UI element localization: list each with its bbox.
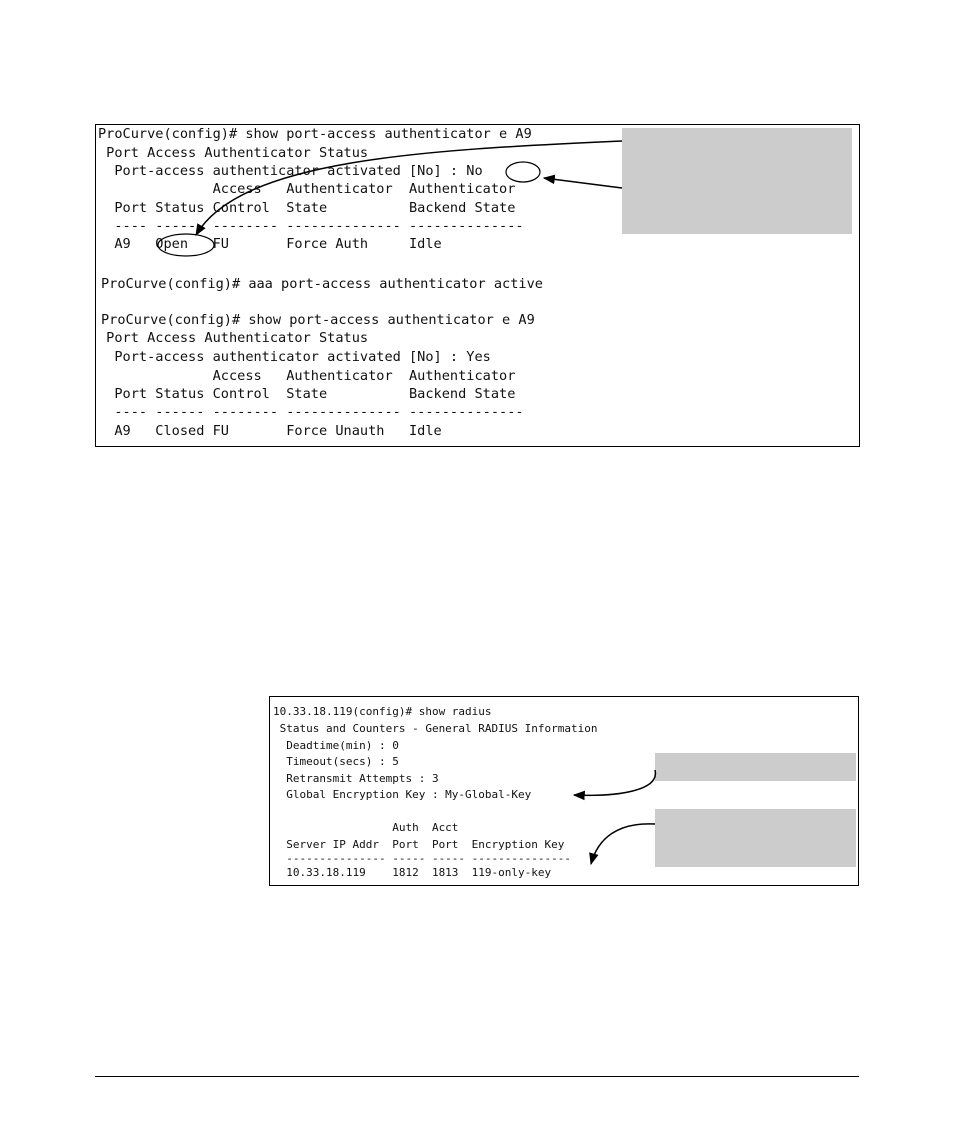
cli-output-line: Global Encryption Key : My-Global-Key	[273, 788, 532, 801]
cli-output-line: Port Status Control State Backend State	[98, 386, 516, 402]
cli-command-line: 10.33.18.119(config)# show radius	[273, 705, 492, 718]
cli-output-line: --------------- ----- ----- ---------------	[273, 852, 572, 865]
cli-output-line: Port Access Authenticator Status	[98, 145, 369, 161]
cli-output-line: Access Authenticator Authenticator	[98, 368, 516, 384]
cli-output-line: A9 Open FU Force Auth Idle	[98, 236, 442, 252]
cli-output-line: Port-access authenticator activated [No] : No	[98, 163, 483, 179]
footer-divider	[95, 1076, 859, 1077]
cli-output-line: Timeout(secs) : 5	[273, 755, 399, 768]
cli-output-line: Port-access authenticator activated [No] : Yes	[98, 349, 491, 365]
callout-box-server-key	[655, 809, 856, 867]
cli-command-line: ProCurve(config)# show port-access authenticator e A9	[101, 312, 535, 328]
cli-output-line: 10.33.18.119 1812 1813 119-only-key	[273, 866, 552, 879]
cli-output-line: Status and Counters - General RADIUS Information	[273, 722, 598, 735]
callout-box-global-key	[655, 753, 856, 781]
cli-output-line: Auth Acct	[273, 821, 459, 834]
cli-output-line: Access Authenticator Authenticator	[98, 181, 516, 197]
cli-output-line: ---- ------ -------- -------------- --------------	[98, 404, 524, 420]
cli-output-line: ---- ------ -------- -------------- --------------	[98, 218, 524, 234]
cli-command-line: ProCurve(config)# show port-access authenticator e A9	[98, 126, 532, 142]
cli-output-line: A9 Closed FU Force Unauth Idle	[98, 423, 442, 439]
cli-output-line: Port Access Authenticator Status	[98, 330, 369, 346]
cli-command-line: ProCurve(config)# aaa port-access authenticator active	[101, 276, 543, 292]
callout-box-port-status	[622, 128, 852, 234]
cli-output-line: Deadtime(min) : 0	[273, 739, 399, 752]
cli-output-line: Server IP Addr Port Port Encryption Key	[273, 838, 565, 851]
cli-output-line: Retransmit Attempts : 3	[273, 772, 439, 785]
cli-output-line: Port Status Control State Backend State	[98, 200, 516, 216]
